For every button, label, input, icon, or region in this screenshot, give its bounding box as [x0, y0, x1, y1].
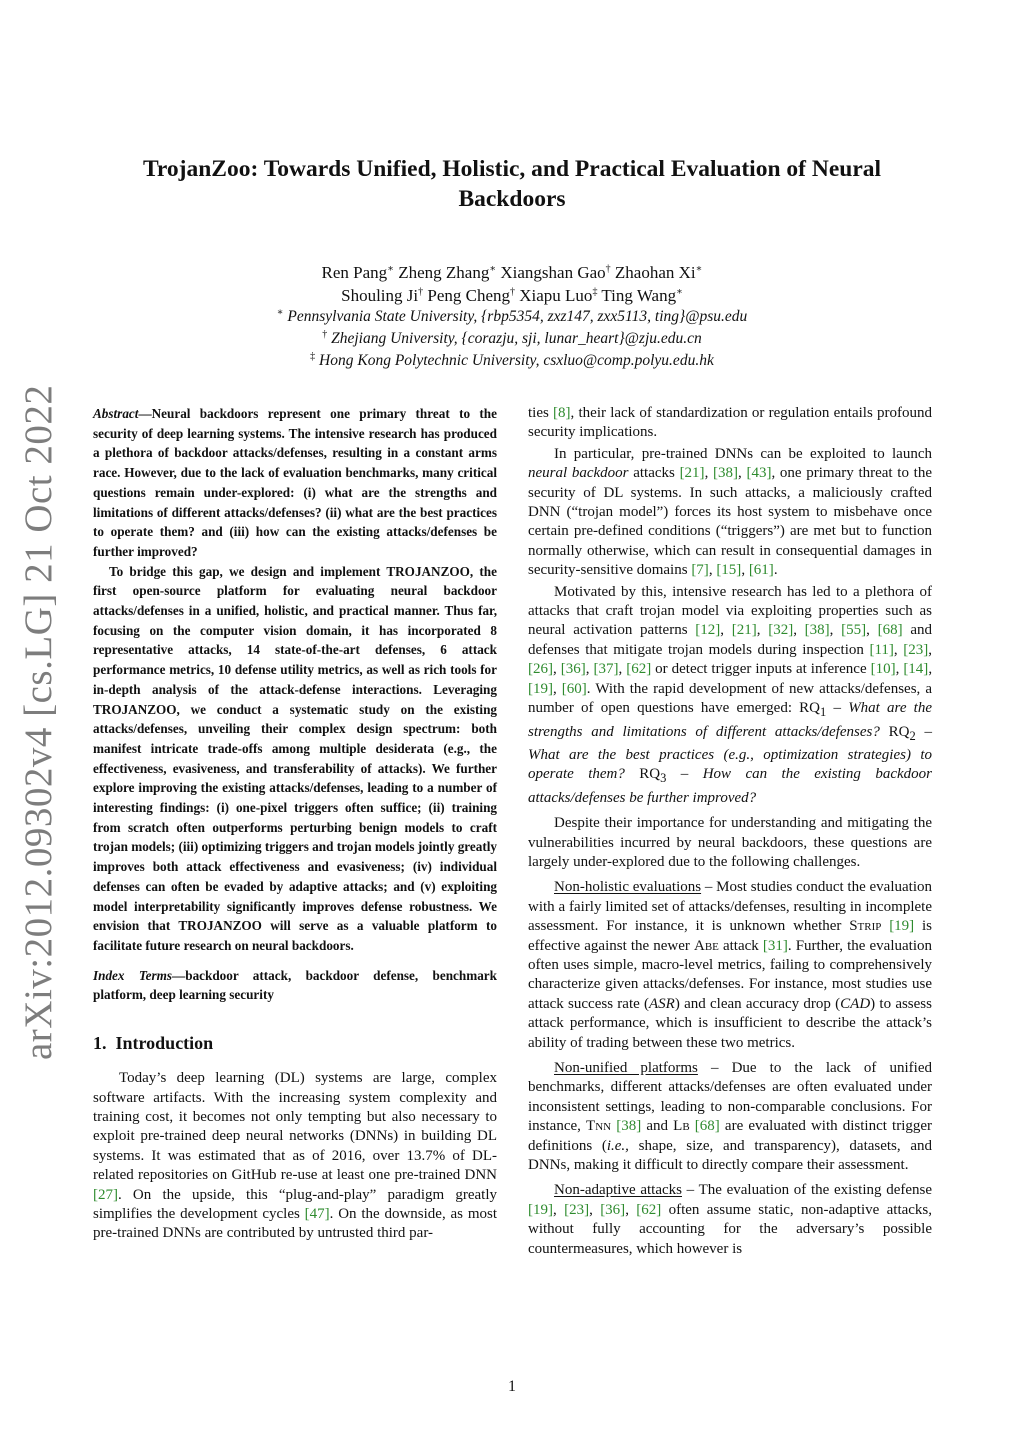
citation-link[interactable]: [62]	[626, 661, 652, 678]
text-run: attack	[718, 937, 763, 954]
research-question: What are the strengths and limitations of different attacks/defenses?	[528, 700, 933, 740]
author-name: Zheng Zhang	[398, 263, 490, 282]
author-line-1	[110, 261, 914, 284]
abstract-text-1: —Neural backdoors represent one primary threat to the security of deep learning systems. The intensive research has produced a plethora of backdoor attacks/defenses, resulting in a constant arms race. However, due to the lack of evaluation benchmarks, many critical questions remain under-explored: (i) what are the strengths and limitations of different attacks/defenses? (ii) what are the best practices to operate them? and (iii) how can the existing attacks/defenses be further improved?	[93, 406, 497, 559]
author-mark: ∗	[695, 263, 703, 275]
text-run: or detect trigger inputs at inference	[651, 661, 871, 678]
citation-link[interactable]: [21]	[731, 622, 757, 639]
subscript: 3	[660, 771, 667, 786]
text-run: .	[773, 562, 778, 579]
method-name: Abe	[694, 937, 719, 954]
paper-title	[110, 154, 914, 214]
text-run: Today’s deep learning (DL) systems are large, complex software artifacts. With the increasing system complexity and training cost, it becomes not only tempting but also necessary to exploit pre-trained deep neural networks (DNNs) in building DL systems. It was estimated that as of 2016, over 13.7% of DL-related repositories on GitHub re-use at least one pre-trained DNN	[93, 1070, 497, 1184]
author-name: Shouling Ji	[341, 286, 419, 305]
index-terms	[93, 966, 497, 1005]
text-run: shape, size, and transparency), datasets, and DNNs, making it difficult to directly compare their assessment.	[528, 1137, 932, 1174]
text-run: – Most studies conduct the evaluation with a fairly limited set of attacks/defenses, resulting in incomplete assessment. For instance, it is unknown whether	[528, 879, 932, 935]
citation-link[interactable]: [36]	[600, 1201, 626, 1218]
citation-link[interactable]: [38]	[713, 465, 739, 482]
citation-link[interactable]: [19]	[528, 680, 553, 697]
citation-link[interactable]: [23]	[564, 1201, 590, 1218]
affiliation	[110, 306, 914, 328]
text-run: –	[826, 700, 849, 717]
text-run: and	[641, 1118, 674, 1135]
author-name: Peng Cheng	[427, 286, 510, 305]
citation-link[interactable]: [10]	[870, 661, 896, 678]
citation-link[interactable]: [15]	[716, 562, 742, 579]
affiliation	[110, 350, 914, 372]
text-run: is effective against the newer	[528, 918, 932, 954]
text-run: – The evaluation of the existing defense	[681, 1182, 932, 1199]
text-run: In particular, pre-trained DNNs can be exploited to launch	[554, 445, 932, 462]
method-name: Strip	[849, 918, 882, 935]
citation-link[interactable]: [26]	[528, 661, 553, 678]
author-name: Xiangshan Gao	[500, 263, 606, 282]
text-run: –	[915, 723, 933, 740]
author-name: Ting Wang	[601, 286, 677, 305]
text-run: Motivated by this, intensive research has led to a plethora of attacks that craft trojan model via exploiting properties such as neural activation patterns	[528, 583, 932, 639]
author-line-2	[110, 284, 914, 307]
section-number: 1.	[93, 1033, 107, 1054]
author-list	[110, 261, 914, 307]
author-name: Xiapu Luo	[519, 286, 593, 305]
citation-link[interactable]: [12]	[695, 622, 721, 639]
author-mark: ‡	[592, 286, 598, 298]
citation-link[interactable]: [31]	[762, 937, 788, 954]
citation-link[interactable]: [61]	[748, 562, 774, 579]
author-mark: †	[418, 286, 424, 298]
title-line-2: Backdoors	[458, 186, 566, 212]
affiliation-mark: ∗	[276, 306, 284, 318]
citation-link[interactable]: [55]	[841, 622, 867, 639]
citation-link[interactable]: [19]	[528, 1201, 553, 1218]
method-name: Lb	[673, 1118, 690, 1135]
abstract-paragraph-2: To bridge this gap, we design and implement TROJANZOO, the first open-source platform for evaluating neural backdoor attacks/defenses in a unified, holistic, and practical manner. Thus far, focusing on the computer vision domain, it has incorporated 8 representative attacks, 14 state-of-the-art defenses, 6 attack performance metrics, 10 defense utility metrics, as well as rich tools for in-depth analysis of the attack-defense interactions. Leveraging TROJANZOO, we conduct a systematic study on the existing attacks/defenses, unveiling their complex design spectrum: both manifest intricate trade-offs among multiple desiderata (e.g., the effectiveness, evasiveness, and transferability of attacks). We further explore improving the existing attacks/defenses, leading to a number of interesting findings: (i) one-pixel triggers often suffice; (ii) training from scratch often outperforms perturbing benign models to craft trojan models; (iii) optimizing triggers and trojan models jointly greatly improves both attack effectiveness and evasiveness; (iv) individual defenses can often be evaded by adaptive attacks; and (v) exploiting model interpretability significantly improves defense robustness. We envision that TROJANZOO will serve as a valuable platform to facilitate future research on neural backdoors.	[93, 563, 498, 953]
challenge-non-adaptive: Non-adaptive attacks – The evaluation of the existing defense [19], [23], [36], [62] often assume static, non-adaptive attacks, without fully accounting for the adversary’s possible countermeasures, which however is	[528, 1182, 933, 1257]
citation-link[interactable]: [36]	[560, 661, 586, 678]
author-mark: ∗	[387, 263, 394, 275]
citation-link[interactable]: [32]	[768, 622, 794, 639]
intro-paragraph-4: Despite their importance for understanding and mitigating the vulnerabilities incurred by neural backdoors, these questions are largely under-explored due to the following challenges.	[528, 815, 932, 870]
abstract	[93, 404, 497, 956]
author-name: Zhaohan Xi	[614, 263, 696, 282]
intro-paragraph-1	[93, 1069, 497, 1244]
research-question: How can the existing backdoor attacks/defenses be further improved?	[528, 766, 932, 806]
citation-link[interactable]: [27]	[93, 1186, 118, 1203]
intro-paragraph-2: In particular, pre-trained DNNs can be exploited to launch neural backdoor attacks [21], [38], [43], one primary threat to the security of DL systems. In such attacks, a maliciously crafted DNN (“trojan model”) forces its host system to misbehave once certain pre-defined conditions (“triggers”) are met but to function normally otherwise, which can result in consequential damages in security-sensitive domains [7], [15], [61].	[528, 445, 932, 579]
citation-link[interactable]: [11]	[869, 641, 894, 658]
text-run: . On the upside, this “plug-and-play” paradigm greatly simplifies the development cycles	[93, 1186, 497, 1222]
citation-link[interactable]: [7]	[691, 562, 709, 579]
text-run: , their lack of standardization or regulation entails profound security implications.	[528, 405, 932, 441]
text-run-visible: . On the downside, as most pre-trained DNNs are contributed by untrusted third par-	[93, 1205, 497, 1242]
metric-name: CAD	[840, 995, 871, 1012]
subscript: 2	[909, 728, 916, 743]
title-line-1: TrojanZoo: Towards Unified, Holistic, and Practical Evaluation of Neural	[142, 156, 882, 182]
citation-link[interactable]: [19]	[889, 918, 915, 935]
metric-name: ASR	[649, 995, 675, 1012]
text-run: RQ	[624, 766, 661, 783]
method-name: Tnn	[586, 1118, 612, 1135]
text-run: –	[666, 766, 703, 783]
citation-link[interactable]: [68]	[694, 1118, 720, 1135]
intro-paragraph-3: Motivated by this, intensive research has led to a plethora of attacks that craft trojan model via exploiting properties such as neural activation patterns [12], [21], [32], [38], [55], [68] and defenses that mitigate trojan models during inspection [11], [23], [26], [36], [37], [62] or detect trigger inputs at inference [10], [14], [19], [60]. With the rapid development of new attacks/defenses, a number of open questions have emerged: $RQ_1$ – What are the strengths and limitations of different attacks/defenses? $RQ_2$ – What are the best practices (e.g., optimization strategies) to operate them? $RQ_3$ – How can the existing backdoor attacks/defenses be further improved?	[528, 583, 933, 806]
citation-link[interactable]: [14]	[903, 661, 929, 678]
intro-paragraph-1-continued	[528, 404, 932, 443]
text-run: . Further, the evaluation often uses simple, macro-level metrics, failing to comprehensively characterize given attacks/defenses. For instance, most studies use attack success rate (	[528, 937, 932, 1012]
text-run: are evaluated with distinct trigger definitions (	[528, 1118, 933, 1154]
affiliation-text: Pennsylvania State University, {rbp5354, zxz147, zxx5113, ting}@psu.edu	[287, 308, 748, 325]
challenge-label: Non-adaptive attacks	[554, 1182, 682, 1199]
text-run: – Due to the lack of unified benchmarks, different attacks/defenses are often evaluated under inconsistent settings, leading to non-comparable conclusions. For instance,	[528, 1060, 932, 1135]
affiliation-text: Hong Kong Polytechnic University, csxluo@comp.polyu.edu.hk	[319, 352, 714, 369]
author-mark: †	[510, 286, 515, 298]
text-run: RQ	[879, 723, 910, 740]
citation-link[interactable]: [62]	[636, 1201, 662, 1218]
citation-link[interactable]: [47]	[304, 1205, 330, 1222]
affiliation-mark: ‡	[310, 350, 316, 362]
abstract-paragraph-1	[93, 404, 497, 562]
right-column	[528, 404, 932, 1259]
text-run: and defenses that mitigate trojan models during inspection	[528, 622, 932, 658]
citation-link[interactable]: [23]	[903, 641, 929, 658]
text-run: ) and clean accuracy drop (	[674, 995, 841, 1012]
citation-link[interactable]: [37]	[593, 661, 619, 678]
text-run: ) to assess attack performance, which is insufficient to describe the attack’s ability of trading between these two metrics.	[528, 995, 932, 1051]
research-question: What are the best practices (e.g., optimization strategies) to operate them?	[528, 746, 932, 783]
text-run: attacks	[628, 465, 680, 482]
citation-link[interactable]: [38]	[616, 1118, 642, 1135]
citation-link[interactable]: [60]	[561, 680, 587, 697]
citation-link[interactable]: [8]	[553, 405, 571, 421]
challenge-non-holistic	[528, 878, 932, 1053]
text-run: often assume static, non-adaptive attacks, without fully accounting for the adversary’s possible countermeasures, which however is	[528, 1201, 933, 1257]
citation-link[interactable]: [38]	[804, 622, 830, 639]
emphasis: neural backdoor	[528, 465, 629, 482]
text-run: . With the rapid development of new attacks/defenses, a number of open questions have emerged: RQ	[528, 680, 932, 717]
index-terms-text: —backdoor attack, backdoor defense, benchmark platform, deep learning security	[93, 967, 497, 1003]
affiliation-list	[110, 306, 914, 372]
affiliation-text: Zhejiang University, {corazju, sji, lunar_heart}@zju.edu.cn	[331, 330, 702, 347]
challenge-label: Non-unified platforms	[554, 1060, 698, 1076]
emphasis: i.e.,	[606, 1137, 629, 1154]
index-terms-label: Index Terms	[93, 967, 173, 983]
text-run: , one primary threat to the security of DL systems. In such attacks, a maliciously crafted DNN (“trojan model”) forces its host system to misbehave once certain pre-defined conditions (“triggers”) are met but to function normally otherwise, which can result in consequential damages in security-sensitive domains	[528, 465, 932, 579]
citation-link[interactable]: [21]	[679, 465, 705, 482]
author-mark: †	[605, 263, 611, 275]
arxiv-identifier: arXiv:2012.09302v4 [cs.LG] 21 Oct 2022	[17, 384, 60, 1060]
page-number: 1	[508, 1378, 516, 1395]
affiliation	[110, 328, 914, 350]
section-heading	[93, 1031, 497, 1055]
section-title: Introduction	[115, 1033, 214, 1054]
challenge-label: Non-holistic evaluations	[554, 879, 702, 896]
abstract-label: Abstract	[93, 406, 139, 421]
author-mark: ∗	[489, 263, 497, 275]
challenge-non-unified	[528, 1059, 932, 1175]
subscript: 1	[820, 705, 827, 720]
citation-link[interactable]: [43]	[746, 465, 772, 482]
author-mark: ∗	[676, 286, 683, 298]
citation-link[interactable]: [68]	[877, 622, 903, 639]
left-column	[93, 404, 497, 1244]
text-run: ties	[528, 405, 554, 421]
affiliation-mark: †	[322, 328, 328, 340]
author-name: Ren Pang	[321, 263, 388, 282]
